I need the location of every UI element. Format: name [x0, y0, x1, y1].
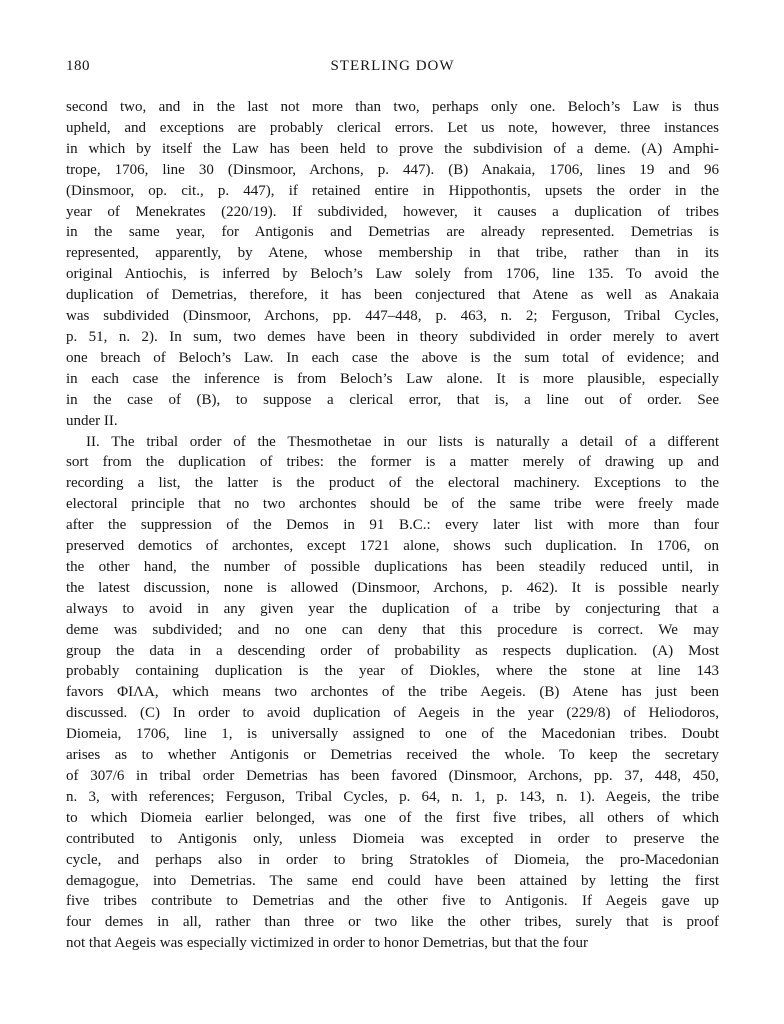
text-line: demagogue, into Demetrias. The same end could have been attained by letting the first — [66, 872, 719, 889]
text-line: represented, apparently, by Atene, whose membership in that tribe, rather than in its — [66, 245, 719, 262]
text-line: sort from the duplication of tribes: the former is a matter merely of drawing up and — [66, 454, 719, 471]
text-line: trope, 1706, line 30 (Dinsmoor, Archons, p. 447). (B) Anakaia, 1706, lines 19 and 96 — [66, 161, 719, 178]
page-number: 180 — [66, 58, 90, 74]
text-line: in the same year, for Antigonis and Demetrias are already represented. Demetrias is — [66, 224, 719, 241]
text-line: p. 51, n. 2). In sum, two demes have been in theory subdivided in order merely to avert — [66, 328, 719, 345]
text-line: deme was subdivided; and no one can deny that this procedure is correct. We may — [66, 621, 719, 638]
text-line: cycle, and perhaps also in order to bring Stratokles of Diomeia, the pro-Macedonian — [66, 851, 719, 868]
text-line: duplication of Demetrias, therefore, it has been conjectured that Atene as well as Anakaia — [66, 287, 719, 304]
text-line: five tribes contribute to Demetrias and the other five to Antigonis. If Aegeis gave up — [66, 893, 719, 910]
running-head — [66, 58, 719, 82]
text-line: Diomeia, 1706, line 1, is universally assigned to one of the Macedonian tribes. Doubt — [66, 726, 719, 743]
text-line: group the data in a descending order of probability as respects duplication. (A) Most — [66, 642, 719, 659]
text-line: year of Menekrates (220/19). If subdivided, however, it causes a duplication of tribes — [66, 203, 719, 220]
text-line: favors ΦΙΛΑ, which means two archontes of the tribe Aegeis. (B) Atene has just been — [66, 684, 719, 701]
text-line: second two, and in the last not more than two, perhaps only one. Beloch’s Law is thus — [66, 99, 719, 115]
text-line: four demes in all, rather than three or two like the other tribes, surely that is proof — [66, 914, 719, 931]
text-line: original Antiochis, is inferred by Beloch’s Law solely from 1706, line 135. To avoid the — [66, 266, 719, 283]
text-line: (Dinsmoor, op. cit., p. 447), if retained entire in Hippothontis, upsets the order in the — [66, 182, 719, 199]
text-line: in each case the inference is from Beloch’s Law alone. It is more plausible, especially — [66, 370, 719, 387]
text-line: discussed. (C) In order to avoid duplication of Aegeis in the year (229/8) of Heliodoros, — [66, 705, 719, 722]
text-line: the other hand, the number of possible duplications has been steadily reduced until, in — [66, 558, 719, 575]
body-text — [66, 97, 719, 954]
text-line: of 307/6 in tribal order Demetrias has been favored (Dinsmoor, Archons, pp. 37, 448, 450, — [66, 768, 719, 784]
text-line: electoral principle that no two archontes should be of the same tribe were freely made — [66, 496, 719, 513]
text-line: was subdivided (Dinsmoor, Archons, pp. 447–448, p. 463, n. 2; Ferguson, Tribal Cycles, — [66, 308, 719, 325]
text-line: recording a list, the latter is the product of the electoral machinery. Exceptions to the — [66, 475, 719, 492]
text-line: not that Aegeis was especially victimized in order to honor Demetrias, but that the four — [66, 935, 588, 952]
text-line: upheld, and exceptions are probably clerical errors. Let us note, however, three instances — [66, 119, 719, 136]
text-line: one breach of Beloch’s Law. In each case the above is the sum total of evidence; and — [66, 349, 719, 366]
text-line: after the suppression of the Demos in 91 B.C.: every later list with more than four — [66, 517, 719, 534]
page — [66, 58, 719, 954]
text-line: under II. — [66, 412, 118, 429]
text-line: in the case of (B), to suppose a clerical error, that is, a line out of order. See — [66, 391, 719, 408]
paragraph — [66, 97, 719, 432]
text-line: in which by itself the Law has been held to prove the subdivision of a deme. (A) Amphi- — [66, 140, 719, 157]
text-line: preserved demotics of archontes, except 1721 alone, shows such duplication. In 1706, on — [66, 538, 719, 555]
running-title: STERLING DOW — [330, 58, 455, 74]
text-line: arises as to whether Antigonis or Demetrias received the whole. To keep the secretary — [66, 747, 719, 764]
text-line: probably containing duplication is the year of Diokles, where the stone at line 143 — [66, 663, 719, 680]
text-line: the latest discussion, none is allowed (Dinsmoor, Archons, p. 462). It is possible nearly — [66, 579, 719, 596]
text-line: II. The tribal order of the Thesmothetae in our lists is naturally a detail of a different — [86, 433, 719, 450]
text-line: to which Diomeia earlier belonged, was one of the first five tribes, all others of which — [66, 809, 719, 826]
paragraph — [66, 432, 719, 955]
text-line: contributed to Antigonis only, unless Diomeia was excepted in order to preserve the — [66, 830, 719, 847]
text-line: always to avoid in any given year the duplication of a tribe by conjecturing that a — [66, 600, 719, 617]
text-line: n. 3, with references; Ferguson, Tribal Cycles, p. 64, n. 1, p. 143, n. 1). Aegeis, the tribe — [66, 788, 719, 805]
